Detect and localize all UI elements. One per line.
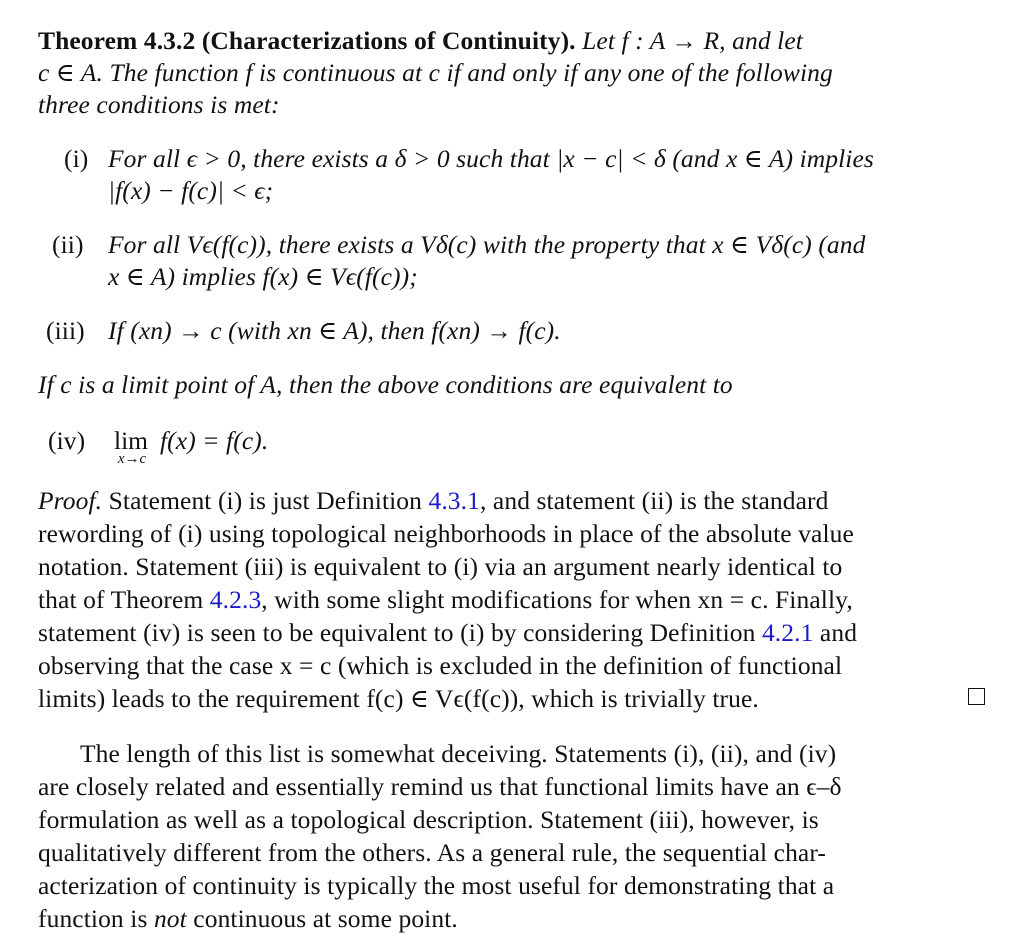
proof-label: Proof. <box>38 486 103 515</box>
proof-line-3: notation. Statement (iii) is equivalent to (i) via an argument nearly identical to <box>38 552 843 581</box>
limit-subscript: x→c <box>117 451 147 467</box>
theorem-line-1 <box>38 26 803 56</box>
theorem-link-4-2-3[interactable]: 4.2.3 <box>209 585 262 614</box>
proof-text-5b: and <box>813 618 858 647</box>
paragraph-line-4: qualitatively different from the others. As a general rule, the sequential char- <box>38 838 827 867</box>
paragraph-text-6a: function is <box>38 904 154 933</box>
item-iv-label: (iv) <box>48 426 86 455</box>
item-iv-expression: f(x) = f(c). <box>160 426 269 455</box>
item-ii-line-2: x ∈ A) implies f(x) ∈ Vϵ(f(c)); <box>108 262 418 291</box>
paragraph-text-6c: continuous at some point. <box>186 904 458 933</box>
proof-line-6: observing that the case x = c (which is excluded in the definition of functional <box>38 651 843 680</box>
definition-link-4-2-1[interactable]: 4.2.1 <box>761 618 814 647</box>
proof-text-1a: Statement (i) is just Definition <box>102 486 429 515</box>
paragraph-line-3: formulation as well as a topological description. Statement (iii), however, is <box>38 805 819 834</box>
proof-text-4a: that of Theorem <box>38 585 210 614</box>
item-i-line-1: For all ϵ > 0, there exists a δ > 0 such that |x − c| < δ (and x ∈ A) implies <box>108 144 874 173</box>
theorem-line-3: three conditions is met: <box>38 90 280 119</box>
paragraph-line-5: acterization of continuity is typically the most useful for demonstrating that a <box>38 871 835 900</box>
emphasis-not: not <box>153 904 187 933</box>
proof-text-5a: statement (iv) is seen to be equivalent to (i) by considering Definition <box>38 618 762 647</box>
paragraph-line-6 <box>38 904 458 934</box>
proof-line-7: limits) leads to the requirement f(c) ∈ Vϵ(f(c)), which is trivially true. <box>38 684 759 713</box>
item-ii-label: (ii) <box>52 230 84 259</box>
proof-line-4 <box>38 585 853 615</box>
proof-line-1 <box>38 486 828 516</box>
limit-operator: lim <box>113 426 148 455</box>
item-iii-line-1: If (xn) → c (with xn ∈ A), then f(xn) → f(c). <box>108 316 561 345</box>
qed-box-icon <box>968 688 985 705</box>
item-i-label: (i) <box>64 144 89 173</box>
proof-line-5 <box>38 618 857 648</box>
item-ii-line-1: For all Vϵ(f(c)), there exists a Vδ(c) with the property that x ∈ Vδ(c) (and <box>108 230 866 259</box>
theorem-text: Let f : A → R, and let <box>575 26 803 55</box>
proof-line-2: rewording of (i) using topological neighborhoods in place of the absolute value <box>38 519 854 548</box>
theorem-heading: Theorem 4.3.2 (Characterizations of Continuity). <box>38 26 576 55</box>
paragraph-line-2: are closely related and essentially remind us that functional limits have an ϵ–δ <box>38 772 842 801</box>
limit-point-sentence: If c is a limit point of A, then the above conditions are equivalent to <box>38 370 733 399</box>
item-i-line-2: |f(x) − f(c)| < ϵ; <box>108 176 274 205</box>
paragraph-line-1: The length of this list is somewhat deceiving. Statements (i), (ii), and (iv) <box>80 739 837 768</box>
definition-link-4-3-1[interactable]: 4.3.1 <box>428 486 480 515</box>
theorem-line-2: c ∈ A. The function f is continuous at c if and only if any one of the following <box>38 58 833 87</box>
item-iii-label: (iii) <box>46 316 85 345</box>
proof-text-1b: , and statement (ii) is the standard <box>479 486 829 515</box>
proof-text-4b: , with some slight modifications for when xn = c. Finally, <box>261 585 853 614</box>
